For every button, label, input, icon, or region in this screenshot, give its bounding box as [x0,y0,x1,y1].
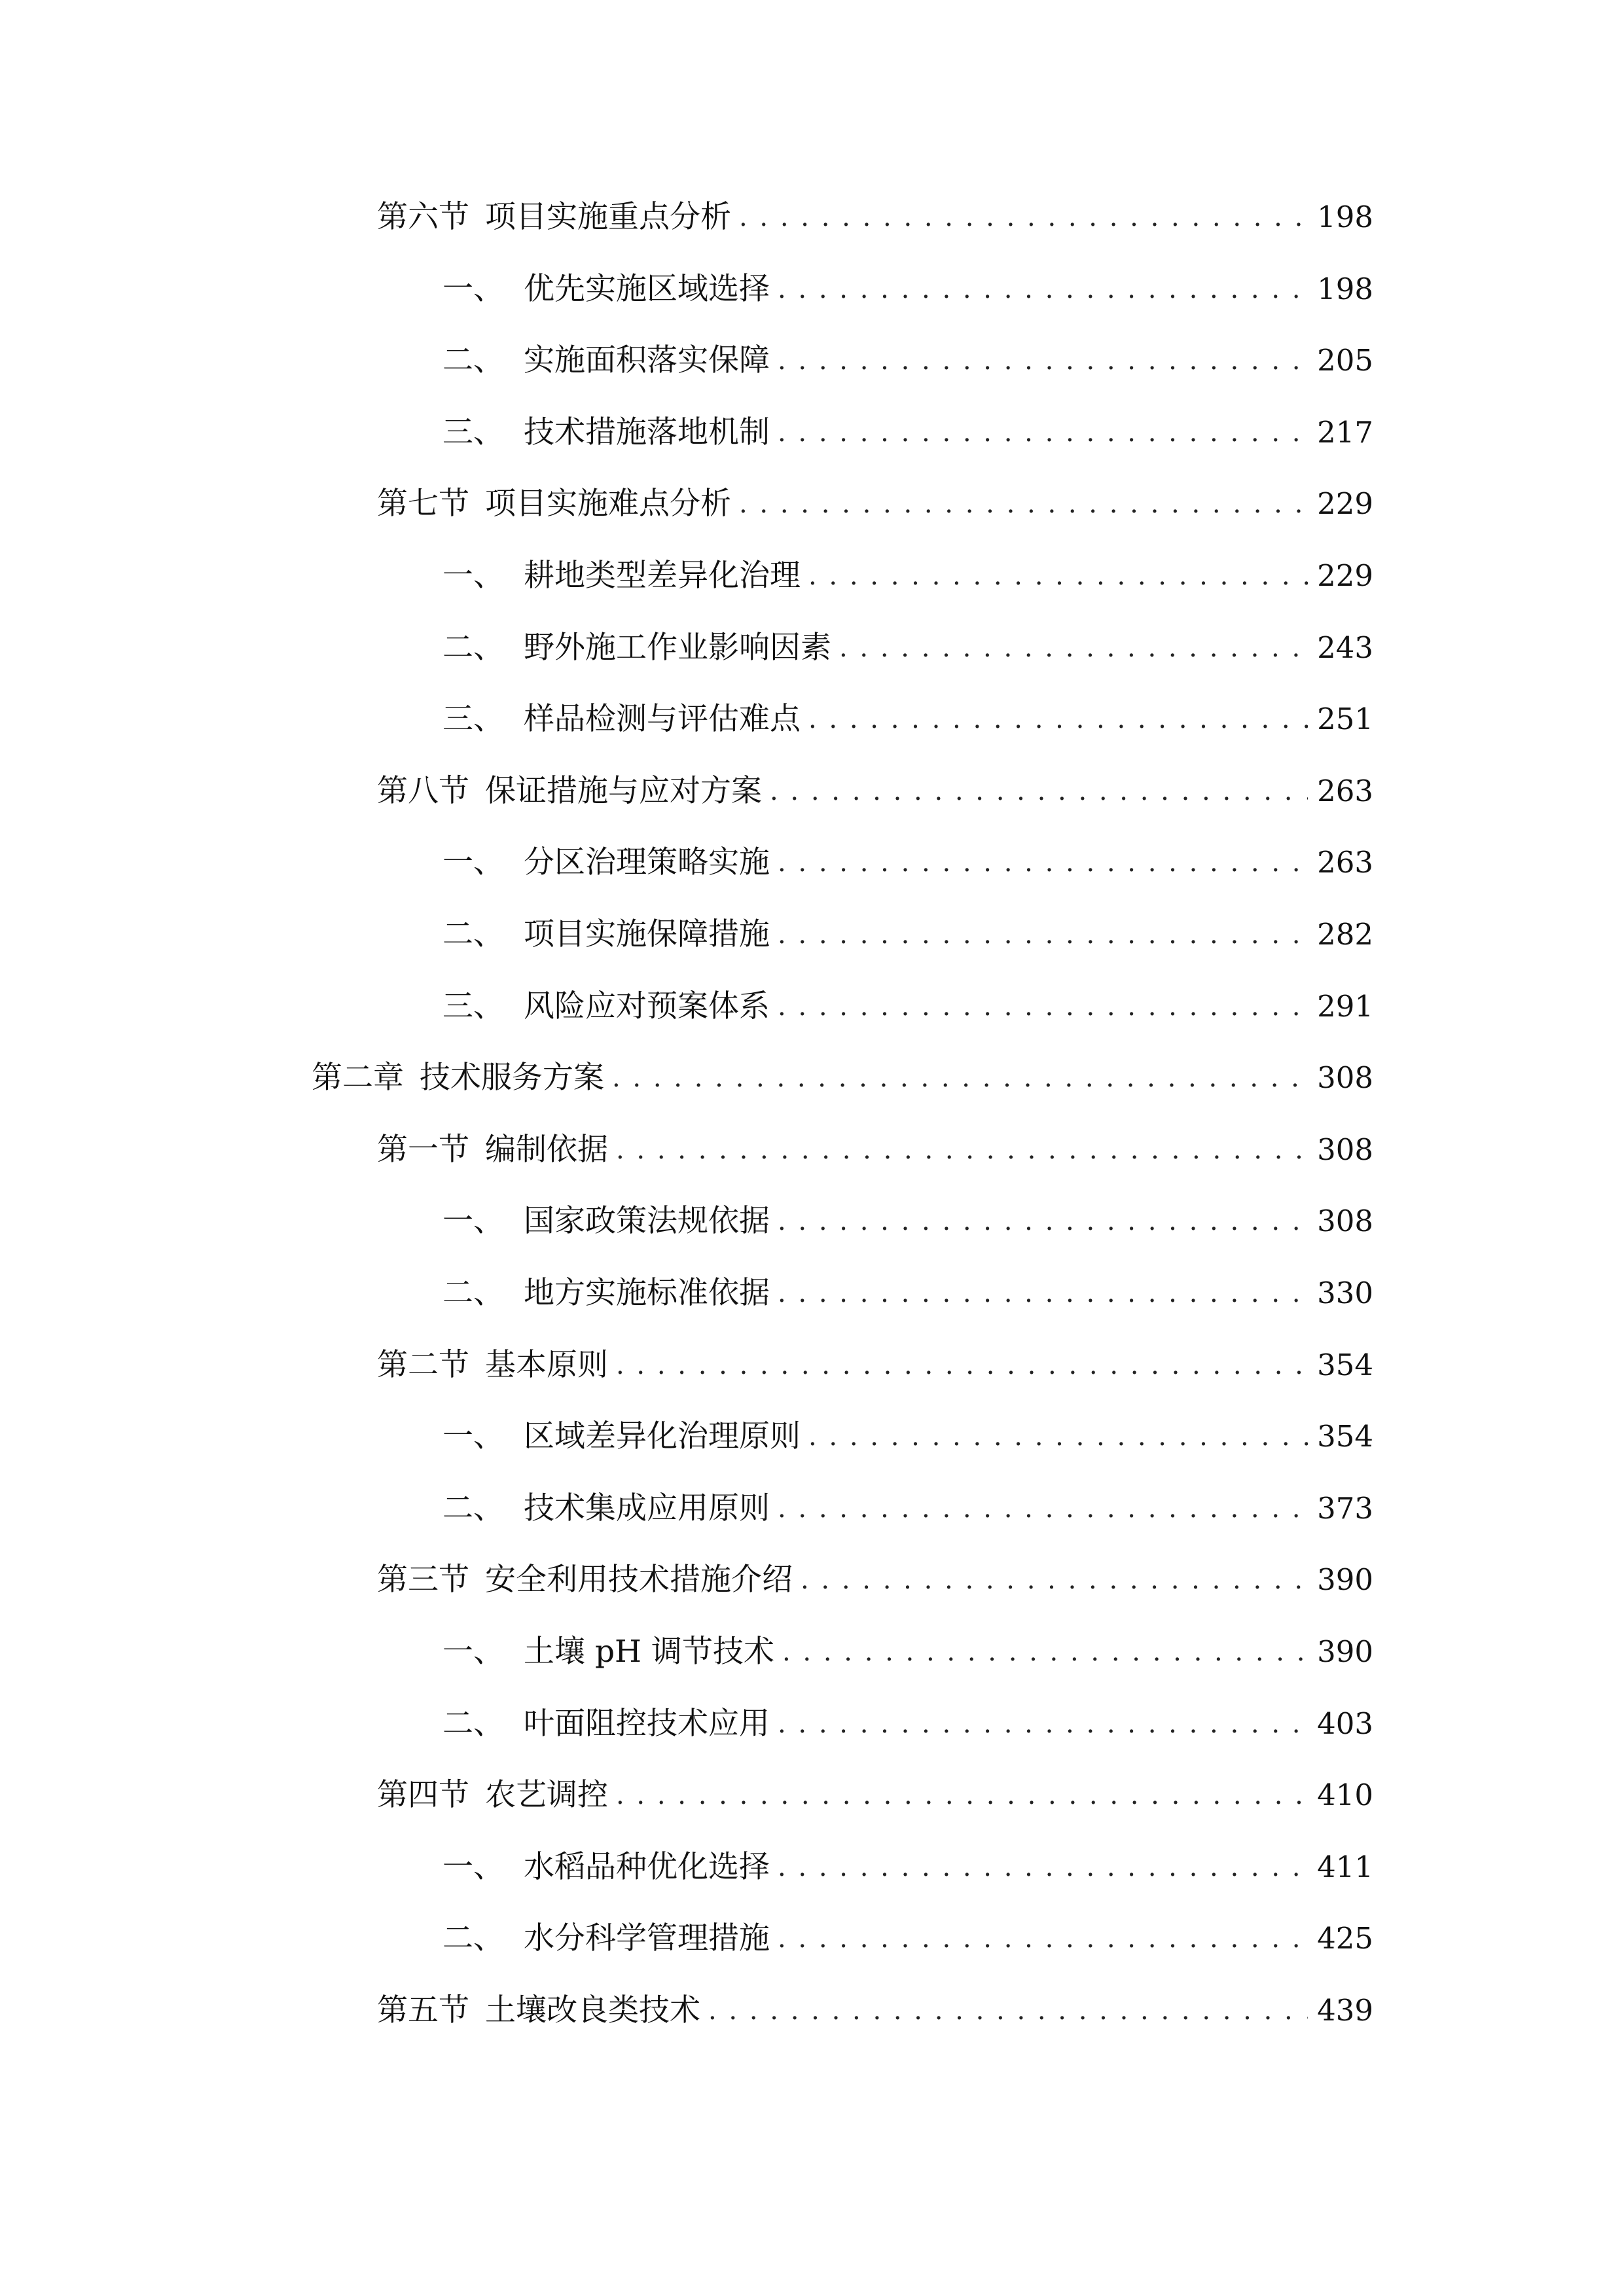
toc-entry-line [377,765,1373,817]
toc-entry[interactable] [0,406,1624,459]
toc-entry-title: 基本原则 [485,1346,608,1383]
toc-entry-title: 水分科学管理措施 [524,1920,770,1957]
toc-entry-line [377,478,1373,530]
toc-entry-title: 农艺调控 [485,1777,608,1814]
toc-entry-title: 国家政策法规依据 [524,1203,770,1240]
toc-entry-title: 耕地类型差异化治理 [524,558,801,594]
toc-entry-line [442,622,1373,674]
toc-entry[interactable] [0,980,1624,1033]
toc-entry-page-number: 354 [1317,1419,1373,1454]
toc-entry-page-number: 439 [1317,1993,1373,2028]
toc-entry-page-number: 229 [1317,558,1373,593]
toc-entry[interactable] [0,1626,1624,1678]
dot-leader [708,1984,1308,2037]
dot-leader [778,406,1308,459]
toc-entry-line [442,263,1373,315]
toc-entry[interactable] [0,1195,1624,1247]
toc-entry[interactable] [0,693,1624,745]
toc-entry-title: 项目实施重点分析 [485,199,731,235]
toc-entry-line [442,1698,1373,1750]
dot-leader [778,1841,1308,1893]
toc-entry[interactable] [0,908,1624,961]
dot-leader [778,1698,1308,1750]
toc-entry-line [442,334,1373,387]
toc-entry-page-number: 263 [1317,773,1373,808]
toc-entry-line [442,1626,1373,1678]
dot-leader [778,1267,1308,1319]
dot-leader [778,836,1308,889]
toc-entry-number: 一、 [442,1203,504,1240]
toc-entry-page-number: 410 [1317,1778,1373,1813]
toc-entry[interactable] [0,622,1624,674]
toc-entry-line [377,1339,1373,1391]
toc-entry[interactable] [0,550,1624,602]
toc-entry-line [377,1769,1373,1821]
dot-leader [839,622,1308,674]
toc-entry-number: 二、 [442,1705,504,1742]
toc-entry-number: 二、 [442,1920,504,1957]
toc-entry-line [442,908,1373,961]
dot-leader [778,1195,1308,1247]
toc-entry-number: 二、 [442,629,504,666]
toc-entry-number: 一、 [442,1418,504,1455]
toc-entry[interactable] [0,478,1624,530]
toc-entry[interactable] [0,1841,1624,1893]
toc-entry-number: 二、 [442,916,504,952]
dot-leader [770,765,1308,817]
toc-entry-number: 二、 [442,1490,504,1526]
toc-entry-title: 编制依据 [485,1131,608,1168]
toc-entry-title: 地方实施标准依据 [524,1275,770,1311]
toc-entry-line [442,1195,1373,1247]
toc-entry-page-number: 308 [1317,1060,1373,1096]
toc-entry-number: 第四节 [377,1777,469,1814]
toc-entry[interactable] [0,836,1624,889]
dot-leader [778,334,1308,387]
toc-entry[interactable] [0,1769,1624,1821]
toc-entry-page-number: 330 [1317,1276,1373,1310]
toc-entry-title: 土壤 pH 调节技术 [524,1634,774,1670]
toc-entry-number: 二、 [442,342,504,379]
toc-entry[interactable] [0,334,1624,387]
toc-entry[interactable] [0,1124,1624,1176]
toc-entry-number: 一、 [442,1634,504,1670]
toc-entry-title: 优先实施区域选择 [524,270,770,307]
toc-entry-number: 一、 [442,1848,504,1885]
dot-leader [616,1769,1308,1821]
toc-entry-line [442,406,1373,459]
toc-entry[interactable] [0,1267,1624,1319]
toc-entry-page-number: 373 [1317,1490,1373,1526]
toc-entry-number: 第八节 [377,772,469,809]
toc-entry-page-number: 411 [1317,1849,1373,1884]
toc-entry[interactable] [0,1482,1624,1535]
dot-leader [808,693,1308,745]
dot-leader [808,1410,1308,1463]
toc-entry-number: 第三节 [377,1562,469,1598]
dot-leader [612,1052,1308,1104]
dot-leader [801,1554,1308,1606]
toc-entry-title: 叶面阻控技术应用 [524,1705,770,1742]
toc-entry-title: 水稻品种优化选择 [524,1848,770,1885]
toc-entry[interactable] [0,1554,1624,1606]
toc-entry-title: 土壤改良类技术 [485,1992,700,2028]
toc-entry-line [377,1554,1373,1606]
toc-entry-page-number: 217 [1317,414,1373,450]
dot-leader [739,478,1308,530]
toc-entry[interactable] [0,1339,1624,1391]
toc-entry-number: 第二节 [377,1346,469,1383]
toc-entry-line [442,1267,1373,1319]
toc-entry-title: 安全利用技术措施介绍 [485,1562,793,1598]
toc-entry-number: 第二章 [312,1060,404,1096]
dot-leader [739,191,1308,243]
toc-entry-line [442,693,1373,745]
toc-entry[interactable] [0,1052,1624,1104]
toc-entry-page-number: 205 [1317,343,1373,378]
toc-entry-line [377,191,1373,243]
dot-leader [616,1339,1308,1391]
toc-entry-number: 第五节 [377,1992,469,2028]
toc-entry-page-number: 308 [1317,1132,1373,1167]
toc-entry[interactable] [0,1912,1624,1965]
toc-entry-line [442,1912,1373,1965]
toc-entry-line [312,1052,1373,1104]
toc-entry-page-number: 390 [1317,1562,1373,1598]
toc-entry-title: 风险应对预案体系 [524,988,770,1024]
toc-entry-title: 技术服务方案 [420,1060,604,1096]
toc-entry-page-number: 308 [1317,1204,1373,1239]
toc-entry-title: 野外施工作业影响因素 [524,629,831,666]
toc-entry-title: 保证措施与应对方案 [485,772,762,809]
toc-entry-line [442,1482,1373,1535]
toc-entry-number: 三、 [442,414,504,450]
toc-entry-page-number: 354 [1317,1347,1373,1382]
toc-entry-page-number: 425 [1317,1921,1373,1956]
toc-entry-title: 分区治理策略实施 [524,844,770,881]
toc-entry-page-number: 390 [1317,1634,1373,1669]
dot-leader [778,908,1308,961]
dot-leader [778,1482,1308,1535]
toc-entry-line [442,1410,1373,1463]
dot-leader [778,263,1308,315]
toc-entry-page-number: 243 [1317,630,1373,665]
toc-entry-line [442,550,1373,602]
toc-entry-number: 第七节 [377,486,469,522]
toc-entry-page-number: 229 [1317,486,1373,522]
toc-entry[interactable] [0,263,1624,315]
toc-entry-number: 二、 [442,1275,504,1311]
toc-entry[interactable] [0,1410,1624,1463]
toc-entry-number: 三、 [442,988,504,1024]
toc-entry[interactable] [0,765,1624,817]
toc-entry-title: 技术集成应用原则 [524,1490,770,1526]
dot-leader [808,550,1308,602]
toc-entry-line [377,1984,1373,2037]
toc-entry-title: 项目实施保障措施 [524,916,770,952]
toc-entry-line [442,1841,1373,1893]
toc-entry-number: 一、 [442,558,504,594]
dot-leader [778,980,1308,1033]
toc-entry-page-number: 282 [1317,917,1373,952]
toc-entry-line [442,836,1373,889]
toc-entry-page-number: 291 [1317,988,1373,1024]
toc-entry-page-number: 198 [1317,271,1373,306]
toc-entry-number: 一、 [442,844,504,881]
toc-entry-page-number: 263 [1317,845,1373,880]
toc-entry-number: 三、 [442,701,504,738]
toc-entry-number: 第六节 [377,199,469,235]
toc-entry-page-number: 403 [1317,1706,1373,1741]
dot-leader [782,1626,1308,1678]
toc-entry-title: 区域差异化治理原则 [524,1418,801,1455]
toc-entry-title: 样品检测与评估难点 [524,701,801,738]
toc-entry-number: 第一节 [377,1131,469,1168]
dot-leader [616,1124,1308,1176]
toc-entry-page-number: 198 [1317,200,1373,234]
toc-entry-page-number: 251 [1317,702,1373,737]
toc-entry[interactable] [0,1984,1624,2037]
toc-entry-number: 一、 [442,270,504,307]
dot-leader [778,1912,1308,1965]
toc-entry-title: 项目实施难点分析 [485,486,731,522]
toc-entry-title: 技术措施落地机制 [524,414,770,450]
toc-entry[interactable] [0,1698,1624,1750]
toc-entry-title: 实施面积落实保障 [524,342,770,379]
toc-entry-line [442,980,1373,1033]
toc-entry[interactable] [0,191,1624,243]
toc-entry-line [377,1124,1373,1176]
